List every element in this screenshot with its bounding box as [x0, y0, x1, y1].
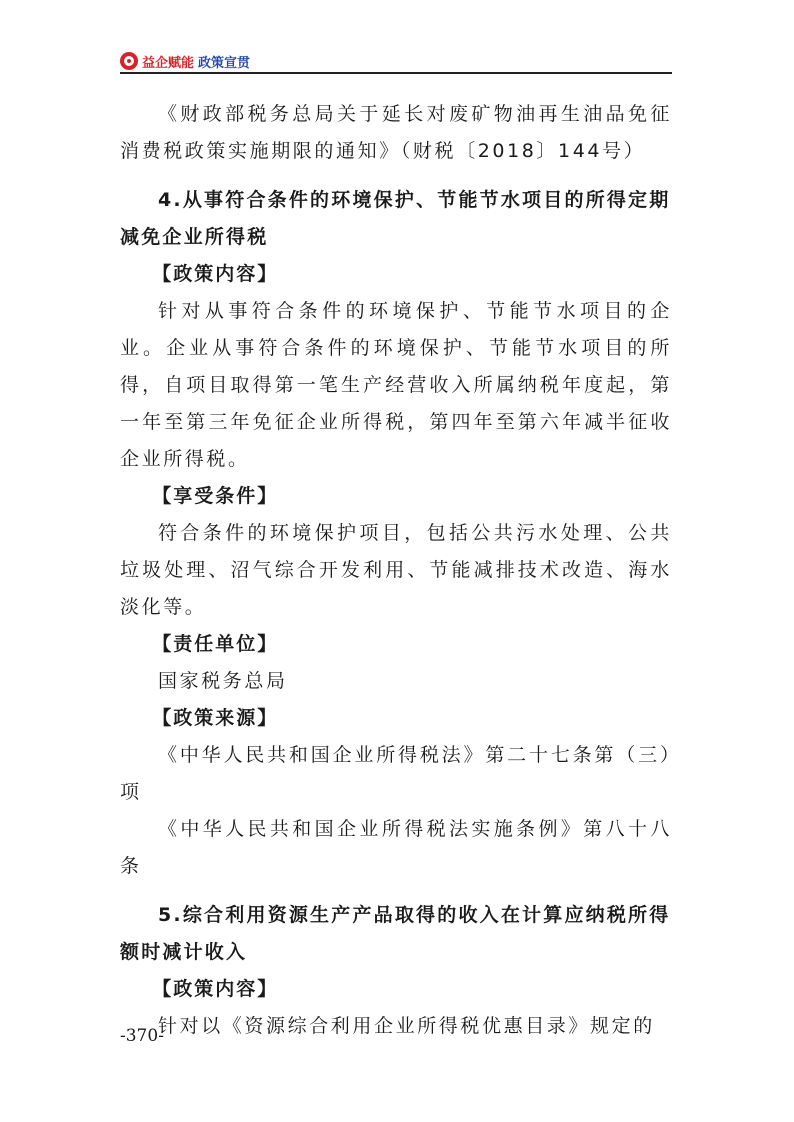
page-header [120, 50, 250, 72]
intro-paragraph: 《财政部税务总局关于延长对废矿物油再生油品免征消费税政策实施期限的通知》（财税〔2018〕144号） [120, 103, 672, 162]
header-divider [120, 72, 672, 74]
section-4-condition-label: 【享受条件】 [152, 485, 279, 507]
brand-logo-icon [120, 52, 138, 70]
section-4-unit-label: 【责任单位】 [152, 633, 279, 655]
section-4-source-item: 《中华人民共和国企业所得税法》第二十七条第（三）项 [120, 744, 672, 803]
section-5-content-paragraph: 针对以《资源综合利用企业所得税优惠目录》规定的 [158, 1015, 655, 1037]
section-4-title: 4.从事符合条件的环境保护、节能节水项目的所得定期减免企业所得税 [120, 189, 671, 248]
section-4-unit-paragraph: 国家税务总局 [158, 670, 288, 692]
section-5-title: 5.综合利用资源生产产品取得的收入在计算应纳税所得额时减计收入 [120, 904, 671, 963]
section-4-source-item: 《中华人民共和国企业所得税法实施条例》第八十八条 [120, 818, 672, 877]
brand-text [142, 52, 250, 71]
section-4-content-paragraph: 针对从事符合条件的环境保护、节能节水项目的企业。企业从事符合条件的环境保护、节能节水项目的所得，自项目取得第一笔生产经营收入所属纳税年度起，第一年至第三年免征企业所得税，第四年至第六年减半征收企业所得税。 [120, 300, 672, 470]
document-body [120, 96, 672, 1045]
section-4-content-label: 【政策内容】 [152, 263, 279, 285]
section-5-content-label: 【政策内容】 [152, 978, 279, 1000]
brand-text-blue: 政策宣贯 [198, 55, 251, 71]
section-4-source-label: 【政策来源】 [152, 707, 279, 729]
page-number: -370- [120, 1026, 164, 1046]
brand-text-red: 益企赋能 [142, 55, 195, 71]
section-4-condition-paragraph: 符合条件的环境保护项目，包括公共污水处理、公共垃圾处理、沼气综合开发利用、节能减排技术改造、海水淡化等。 [120, 522, 672, 618]
